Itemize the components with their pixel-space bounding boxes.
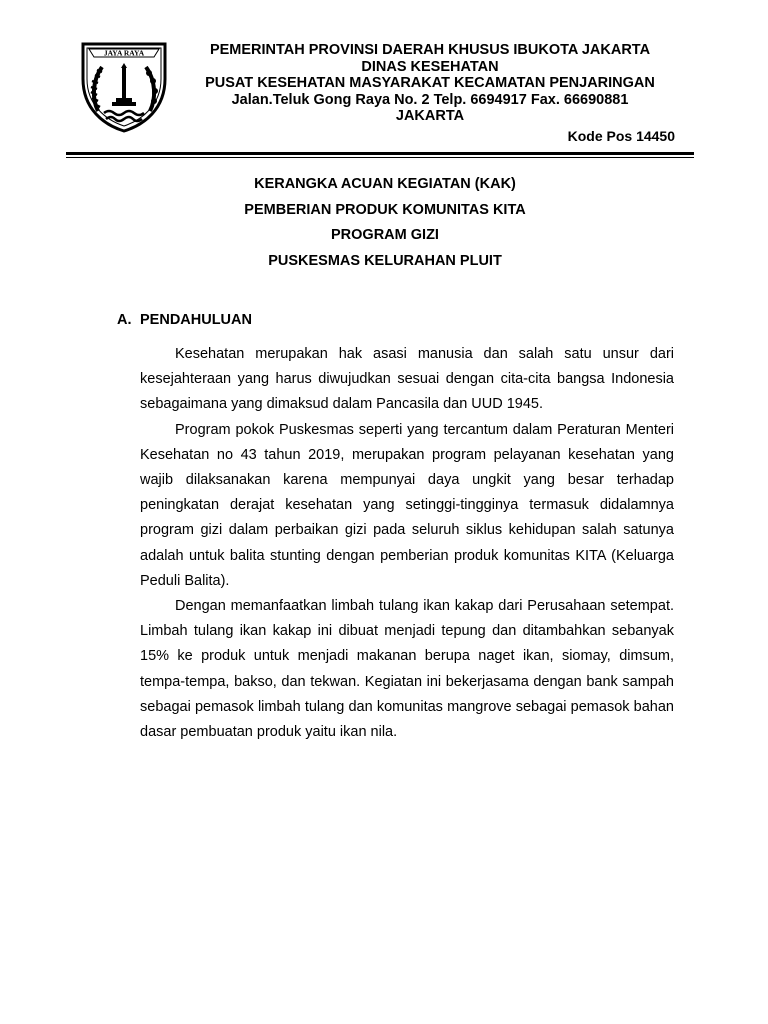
postal-code: Kode Pos 14450 xyxy=(567,128,675,144)
jakarta-emblem-logo xyxy=(80,41,168,133)
letterhead-address: Jalan.Teluk Gong Raya No. 2 Telp. 6694917 Fax. 66690881 xyxy=(231,91,629,108)
letterhead-government: PEMERINTAH PROVINSI DAERAH KHUSUS IBUKOTA JAKARTA xyxy=(209,42,651,58)
document-program: PROGRAM GIZI xyxy=(331,227,439,243)
paragraph: Program pokok Puskesmas seperti yang tercantum dalam Peraturan Menteri Kesehatan no 43 tahun 2019, merupakan program pelayanan kesehatan yang wajib dilaksanakan karena mempunyai daya ungkit yang besar terhadap peningkatan derajat kesehatan yang setinggi-tingginya termasuk didalamnya program gizi dalam perbaikan gizi pada seluruh siklus kehidupan salah satunya adalah untuk balita stunting dengan pemberian produk komunitas KITA (Keluarga Peduli Balita). xyxy=(140,421,674,589)
document-subtitle: PEMBERIAN PRODUK KOMUNITAS KITA xyxy=(244,201,526,218)
letterhead xyxy=(180,42,680,125)
letterhead-puskesmas: PUSAT KESEHATAN MASYARAKAT KECAMATAN PENJARINGAN xyxy=(205,75,655,91)
logo-text: JAYA RAYA xyxy=(103,48,145,58)
paragraph: Dengan memanfaatkan limbah tulang ikan kakap dari Perusahaan setempat. Limbah tulang ikan kakap ini dibuat menjadi tepung dan ditambahkan sebanyak 15% ke produk untuk menjadi makanan berupa naget ikan, siomay, dimsum, tempa-tempa, bakso, dan tekwan. Kegiatan ini bekerjasama dengan bank sampah sebagai pemasok limbah tulang dan komunitas mangrove sebagai pemasok bahan dasar pembuatan produk yaitu ikan nila. xyxy=(140,598,674,741)
document-title-block xyxy=(100,176,670,278)
section-letter: A. xyxy=(117,312,132,328)
section-title: PENDAHULUAN xyxy=(140,312,252,328)
section-heading xyxy=(117,312,252,328)
paragraph: Kesehatan merupakan hak asasi manusia dan salah satu unsur dari kesejahteraan yang harus diwujudkan sesuai dengan cita-cita bangsa Indonesia sebagaimana yang dimaksud dalam Pancasila dan UUD 1945. xyxy=(140,346,674,413)
letterhead-city: JAKARTA xyxy=(395,108,465,124)
letterhead-agency: DINAS KESEHATAN xyxy=(361,58,499,75)
section-body xyxy=(140,342,674,745)
document-location: PUSKESMAS KELURAHAN PLUIT xyxy=(268,252,502,269)
letterhead-divider-thick xyxy=(66,152,694,155)
document-title: KERANGKA ACUAN KEGIATAN (KAK) xyxy=(254,176,516,192)
letterhead-divider-thin xyxy=(66,157,694,158)
